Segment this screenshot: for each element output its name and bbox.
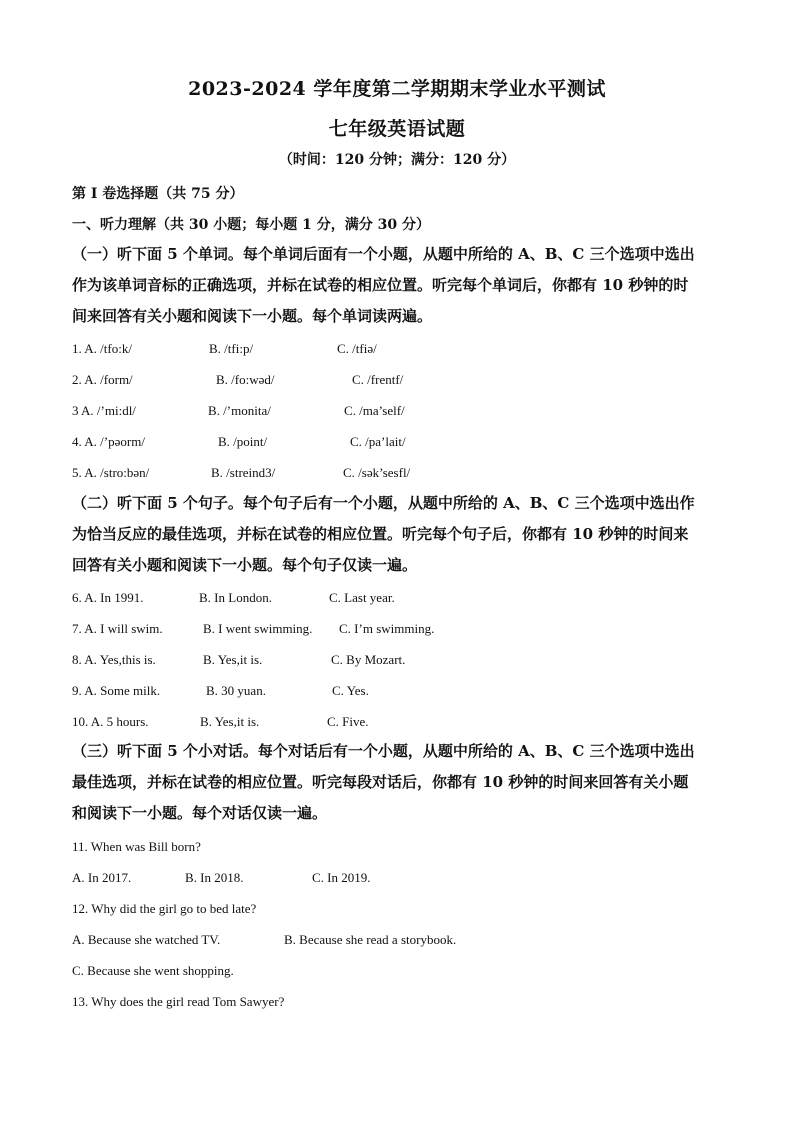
section2-instruction-line: 为恰当反应的最佳选项，并标在试卷的相应位置。听完每个句子后，你都有 10 秒钟的时间来 [72, 525, 689, 543]
section2-instruction-line: 回答有关小题和阅读下一小题。每个句子仅读一遍。 [72, 556, 418, 574]
option-b: B. Yes,it is. [200, 714, 260, 729]
section3-instruction-line: 最佳选项，并标在试卷的相应位置。听完每段对话后，你都有 10 秒钟的时间来回答有关小题 [72, 773, 689, 791]
option-a: 8. A. Yes,this is. [72, 652, 156, 667]
section3-instruction-line: 和阅读下一小题。每个对话仅读一遍。 [72, 804, 328, 822]
option-c: C. In 2019. [312, 870, 371, 885]
option-c: C. /ma’self/ [344, 403, 405, 418]
section1-instruction-line: 间来回答有关小题和阅读下一小题。每个单词读两遍。 [72, 307, 433, 325]
section3-instruction-line: （三）听下面 5 个小对话。每个对话后有一个小题，从题中所给的 A、B、C 三个选项中选出 [72, 742, 695, 760]
option-b: B. I went swimming. [203, 621, 313, 636]
option-b: B. /streind3/ [211, 465, 276, 480]
option-c: C. Five. [327, 714, 369, 729]
option-a: A. Because she watched TV. [72, 932, 221, 947]
exam-info: （时间：120 分钟；满分：120 分） [278, 152, 516, 168]
option-c: C. /pa’lait/ [350, 434, 406, 449]
question-11-stem: 11. When was Bill born? [72, 839, 201, 854]
option-b: B. In 2018. [185, 870, 244, 885]
exam-title: 2023-2024 学年度第二学期期末学业水平测试 [188, 78, 606, 100]
option-a: 2. A. /form/ [72, 372, 133, 387]
option-b: B. /tfi:p/ [209, 341, 254, 356]
option-c: C. /tfiə/ [337, 341, 377, 356]
option-b: B. /point/ [218, 434, 268, 449]
option-c: C. Yes. [332, 683, 369, 698]
option-c: C. I’m swimming. [339, 621, 435, 636]
option-b: B. /fo:wəd/ [216, 372, 275, 387]
option-c: C. Last year. [329, 590, 395, 605]
option-a: 6. A. In 1991. [72, 590, 144, 605]
volume-title: 第 I 卷选择题（共 75 分） [72, 186, 244, 202]
question-12-stem: 12. Why did the girl go to bed late? [72, 901, 257, 916]
option-b: B. Because she read a storybook. [284, 932, 457, 947]
option-b: B. Yes,it is. [203, 652, 263, 667]
option-c: C. /sək’sesfl/ [343, 465, 411, 480]
option-b: B. 30 yuan. [206, 683, 266, 698]
part-one-title: 一、听力理解（共 30 小题；每小题 1 分，满分 30 分） [72, 217, 430, 233]
option-b: B. In London. [199, 590, 272, 605]
option-a: 7. A. I will swim. [72, 621, 163, 636]
option-c: C. By Mozart. [331, 652, 406, 667]
section2-instruction-line: （二）听下面 5 个句子。每个句子后有一个小题，从题中所给的 A、B、C 三个选项中选出作 [72, 494, 695, 512]
section1-instructions [72, 239, 724, 332]
question-13-stem: 13. Why does the girl read Tom Sawyer? [72, 994, 285, 1009]
section1-instruction-line: 作为该单词音标的正确选项，并标在试卷的相应位置。听完每个单词后，你都有 10 秒钟的时 [72, 276, 689, 294]
section2-instructions [72, 488, 724, 581]
option-a: 1. A. /tfo:k/ [72, 341, 132, 356]
option-b: B. /’monita/ [208, 403, 271, 418]
exam-subtitle: 七年级英语试题 [328, 118, 466, 140]
section1-instruction-line: （一）听下面 5 个单词。每个单词后面有一个小题，从题中所给的 A、B、C 三个选项中选出 [72, 245, 695, 263]
option-a: 10. A. 5 hours. [72, 714, 149, 729]
option-c: C. /frentf/ [352, 372, 404, 387]
option-a: 3 A. /’mi:dl/ [72, 403, 136, 418]
option-a: 4. A. /’pəorm/ [72, 434, 145, 449]
option-a: 9. A. Some milk. [72, 683, 161, 698]
section3-instructions [72, 736, 724, 829]
question-12-option-c: C. Because she went shopping. [72, 963, 234, 978]
option-a: A. In 2017. [72, 870, 132, 885]
option-a: 5. A. /stro:bən/ [72, 465, 150, 480]
